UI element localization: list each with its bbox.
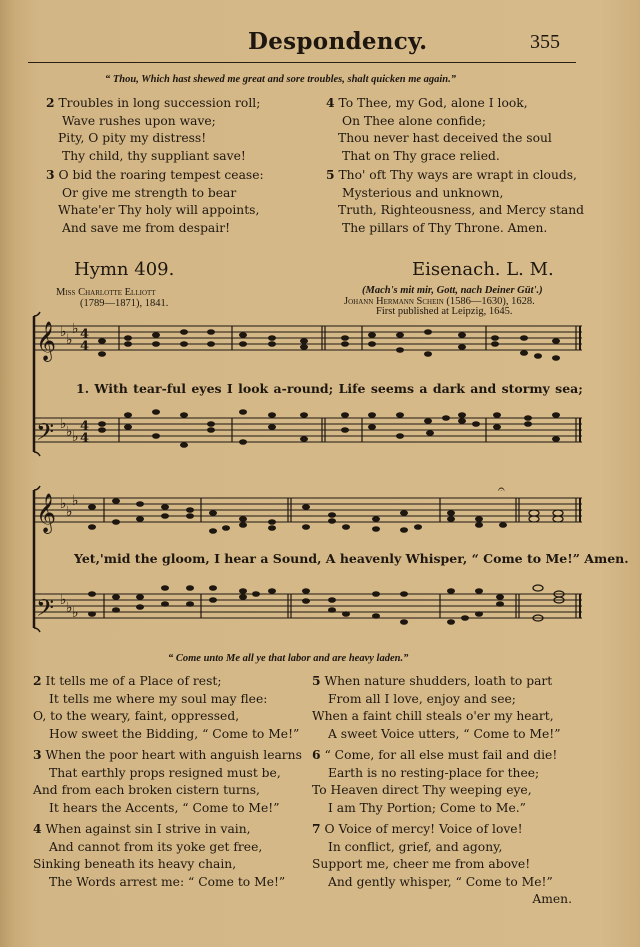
svg-text:4: 4 — [80, 431, 90, 446]
verse-line: A sweet Voice utters, “ Come to Me!” — [328, 726, 561, 741]
page-number: 355 — [530, 31, 560, 53]
hymn-number-title: Hymn 409. — [74, 259, 175, 280]
verse-line: Truth, Righteousness, and Mercy stand — [338, 203, 585, 218]
verse-line: On Thee alone confide; — [342, 113, 486, 128]
svg-text:♭: ♭ — [66, 600, 73, 616]
verse-line: Thou never hast deceived the soul — [338, 131, 552, 146]
verse-line: Sinking beneath its heavy chain, — [33, 857, 237, 872]
treble-clef-icon: 𝄞 — [36, 321, 57, 361]
verse-line: “ Come, for all else must fail and die! — [324, 748, 558, 762]
fermata-icon: 𝄐 — [498, 482, 505, 496]
svg-text:♭: ♭ — [72, 493, 79, 509]
staff-treble-1 — [34, 326, 582, 350]
author-dates: (1789—1871), 1841. — [80, 298, 169, 309]
stanza-number: 4 — [326, 95, 335, 110]
svg-text:♭: ♭ — [60, 592, 67, 608]
verse-line: O Voice of mercy! Voice of love! — [324, 822, 523, 836]
stanza-number: 2 — [33, 673, 42, 688]
svg-text:♭: ♭ — [72, 429, 79, 445]
svg-text:4: 4 — [80, 419, 90, 434]
verse-line: The Words arrest me: “ Come to Me!” — [49, 874, 286, 889]
svg-text:𝄢: 𝄢 — [36, 594, 55, 627]
verse-line: And gently whisper, “ Come to Me!” — [328, 874, 553, 889]
notes-system1-treble — [98, 329, 560, 361]
svg-text:𝄞: 𝄞 — [36, 493, 57, 533]
stanza-number: 7 — [312, 821, 321, 836]
lyrics-line-1: 1. With tear-ful eyes I look a-round; Life seems a dark and stormy sea; — [76, 381, 583, 396]
verse-line: To Heaven direct Thy weeping eye, — [312, 783, 532, 798]
bottom-stanza-5 — [312, 672, 560, 743]
verse-line: Thy child, thy suppliant save! — [62, 148, 246, 163]
verse-line: To Thee, my God, alone I look, — [338, 96, 528, 110]
amen: Amen. — [532, 892, 572, 907]
bottom-epigraph: “ Come unto Me all ye that labor and are heavy laden.” — [168, 653, 409, 664]
stanza-number: 5 — [312, 673, 321, 688]
verse-line: That earthly props resigned must be, — [49, 765, 281, 780]
stanza-number: 5 — [326, 167, 335, 182]
svg-text:♭: ♭ — [60, 496, 67, 512]
verse-line: And from each broken cistern turns, — [33, 783, 260, 798]
svg-text:♭: ♭ — [66, 504, 73, 520]
stanza-number: 2 — [46, 95, 55, 110]
verse-line: Pity, O pity my distress! — [58, 131, 207, 146]
verse-line: When nature shudders, loath to part — [324, 674, 553, 688]
bass-clef-icon: 𝄢 — [36, 418, 55, 451]
verse-line: Wave rushes upon wave; — [62, 113, 216, 128]
verse-line: The pillars of Thy Throne. Amen. — [342, 220, 548, 235]
verse-line: I am Thy Portion; Come to Me.” — [328, 800, 526, 815]
verse-line: When a faint chill steals o'er my heart, — [312, 709, 554, 724]
verse-line: That on Thy grace relied. — [342, 148, 500, 163]
stanza-number: 4 — [33, 821, 42, 836]
verse-line: Troubles in long succession roll; — [58, 96, 261, 110]
verse-line: When the poor heart with anguish learns — [45, 748, 302, 762]
author-name: Miss Charlotte Elliott — [56, 287, 156, 298]
verse-line: Or give me strength to bear — [62, 185, 237, 200]
stanza-number: 3 — [46, 167, 55, 182]
tune-original-title: (Mach's mit mir, Gott, nach Deiner Güt'.) — [362, 285, 543, 296]
bottom-stanza-4 — [33, 820, 285, 891]
stanza-number: 3 — [33, 747, 42, 762]
staff-bass-1 — [34, 418, 582, 442]
svg-text:♭: ♭ — [60, 324, 67, 340]
verse-line: And cannot from its yoke get free, — [49, 839, 263, 854]
verse-line: How sweet the Bidding, “ Come to Me!” — [49, 726, 300, 741]
verse-line: And save me from despair! — [62, 220, 231, 235]
verse-line: O, to the weary, faint, oppressed, — [33, 709, 240, 724]
verse-line: O bid the roaring tempest cease: — [58, 168, 264, 182]
svg-text:♭: ♭ — [72, 321, 79, 337]
verse-line: Tho' oft Thy ways are wrapt in clouds, — [338, 168, 577, 182]
verse-line: Mysterious and unknown, — [342, 185, 504, 200]
svg-text:♭: ♭ — [60, 416, 67, 432]
verse-line: Support me, cheer me from above! — [312, 857, 531, 872]
svg-text:♭: ♭ — [66, 424, 73, 440]
verse-line: It tells me where my soul may flee: — [49, 691, 268, 706]
svg-text:4: 4 — [80, 327, 90, 342]
verse-line: When against sin I strive in vain, — [45, 822, 251, 836]
verse-line: It hears the Accents, “ Come to Me!” — [49, 800, 280, 815]
verse-line: Whate'er Thy holy will appoints, — [58, 203, 260, 218]
tune-name: Eisenach. L. M. — [412, 259, 554, 280]
bottom-stanza-2 — [33, 672, 299, 743]
bottom-stanza-7 — [312, 820, 572, 909]
stanza-number: 6 — [312, 747, 321, 762]
verse-line: It tells me of a Place of rest; — [45, 674, 222, 688]
verse-line: From all I love, enjoy and see; — [328, 691, 516, 706]
composer: Johann Hermann Schein (1586—1630), 1628. — [344, 296, 535, 307]
section-title: Despondency. — [248, 28, 428, 55]
svg-text:♭: ♭ — [72, 605, 79, 621]
verse-line: Earth is no resting-place for thee; — [328, 765, 540, 780]
svg-text:4: 4 — [80, 339, 90, 354]
bottom-stanza-6 — [312, 746, 557, 817]
verse-line: In conflict, grief, and agony, — [328, 839, 503, 854]
notes-system2-bass — [88, 585, 504, 625]
svg-text:♭: ♭ — [66, 332, 73, 348]
top-epigraph: “ Thou, Which hast shewed me great and sore troubles, shalt quicken me again.” — [105, 74, 457, 85]
bottom-stanza-3 — [33, 746, 302, 817]
lyrics-line-2: Yet,'mid the gloom, I hear a Sound, A heavenly Whisper, “ Come to Me!” Amen. — [74, 551, 629, 566]
publication-note: First published at Leipzig, 1645. — [376, 306, 513, 317]
